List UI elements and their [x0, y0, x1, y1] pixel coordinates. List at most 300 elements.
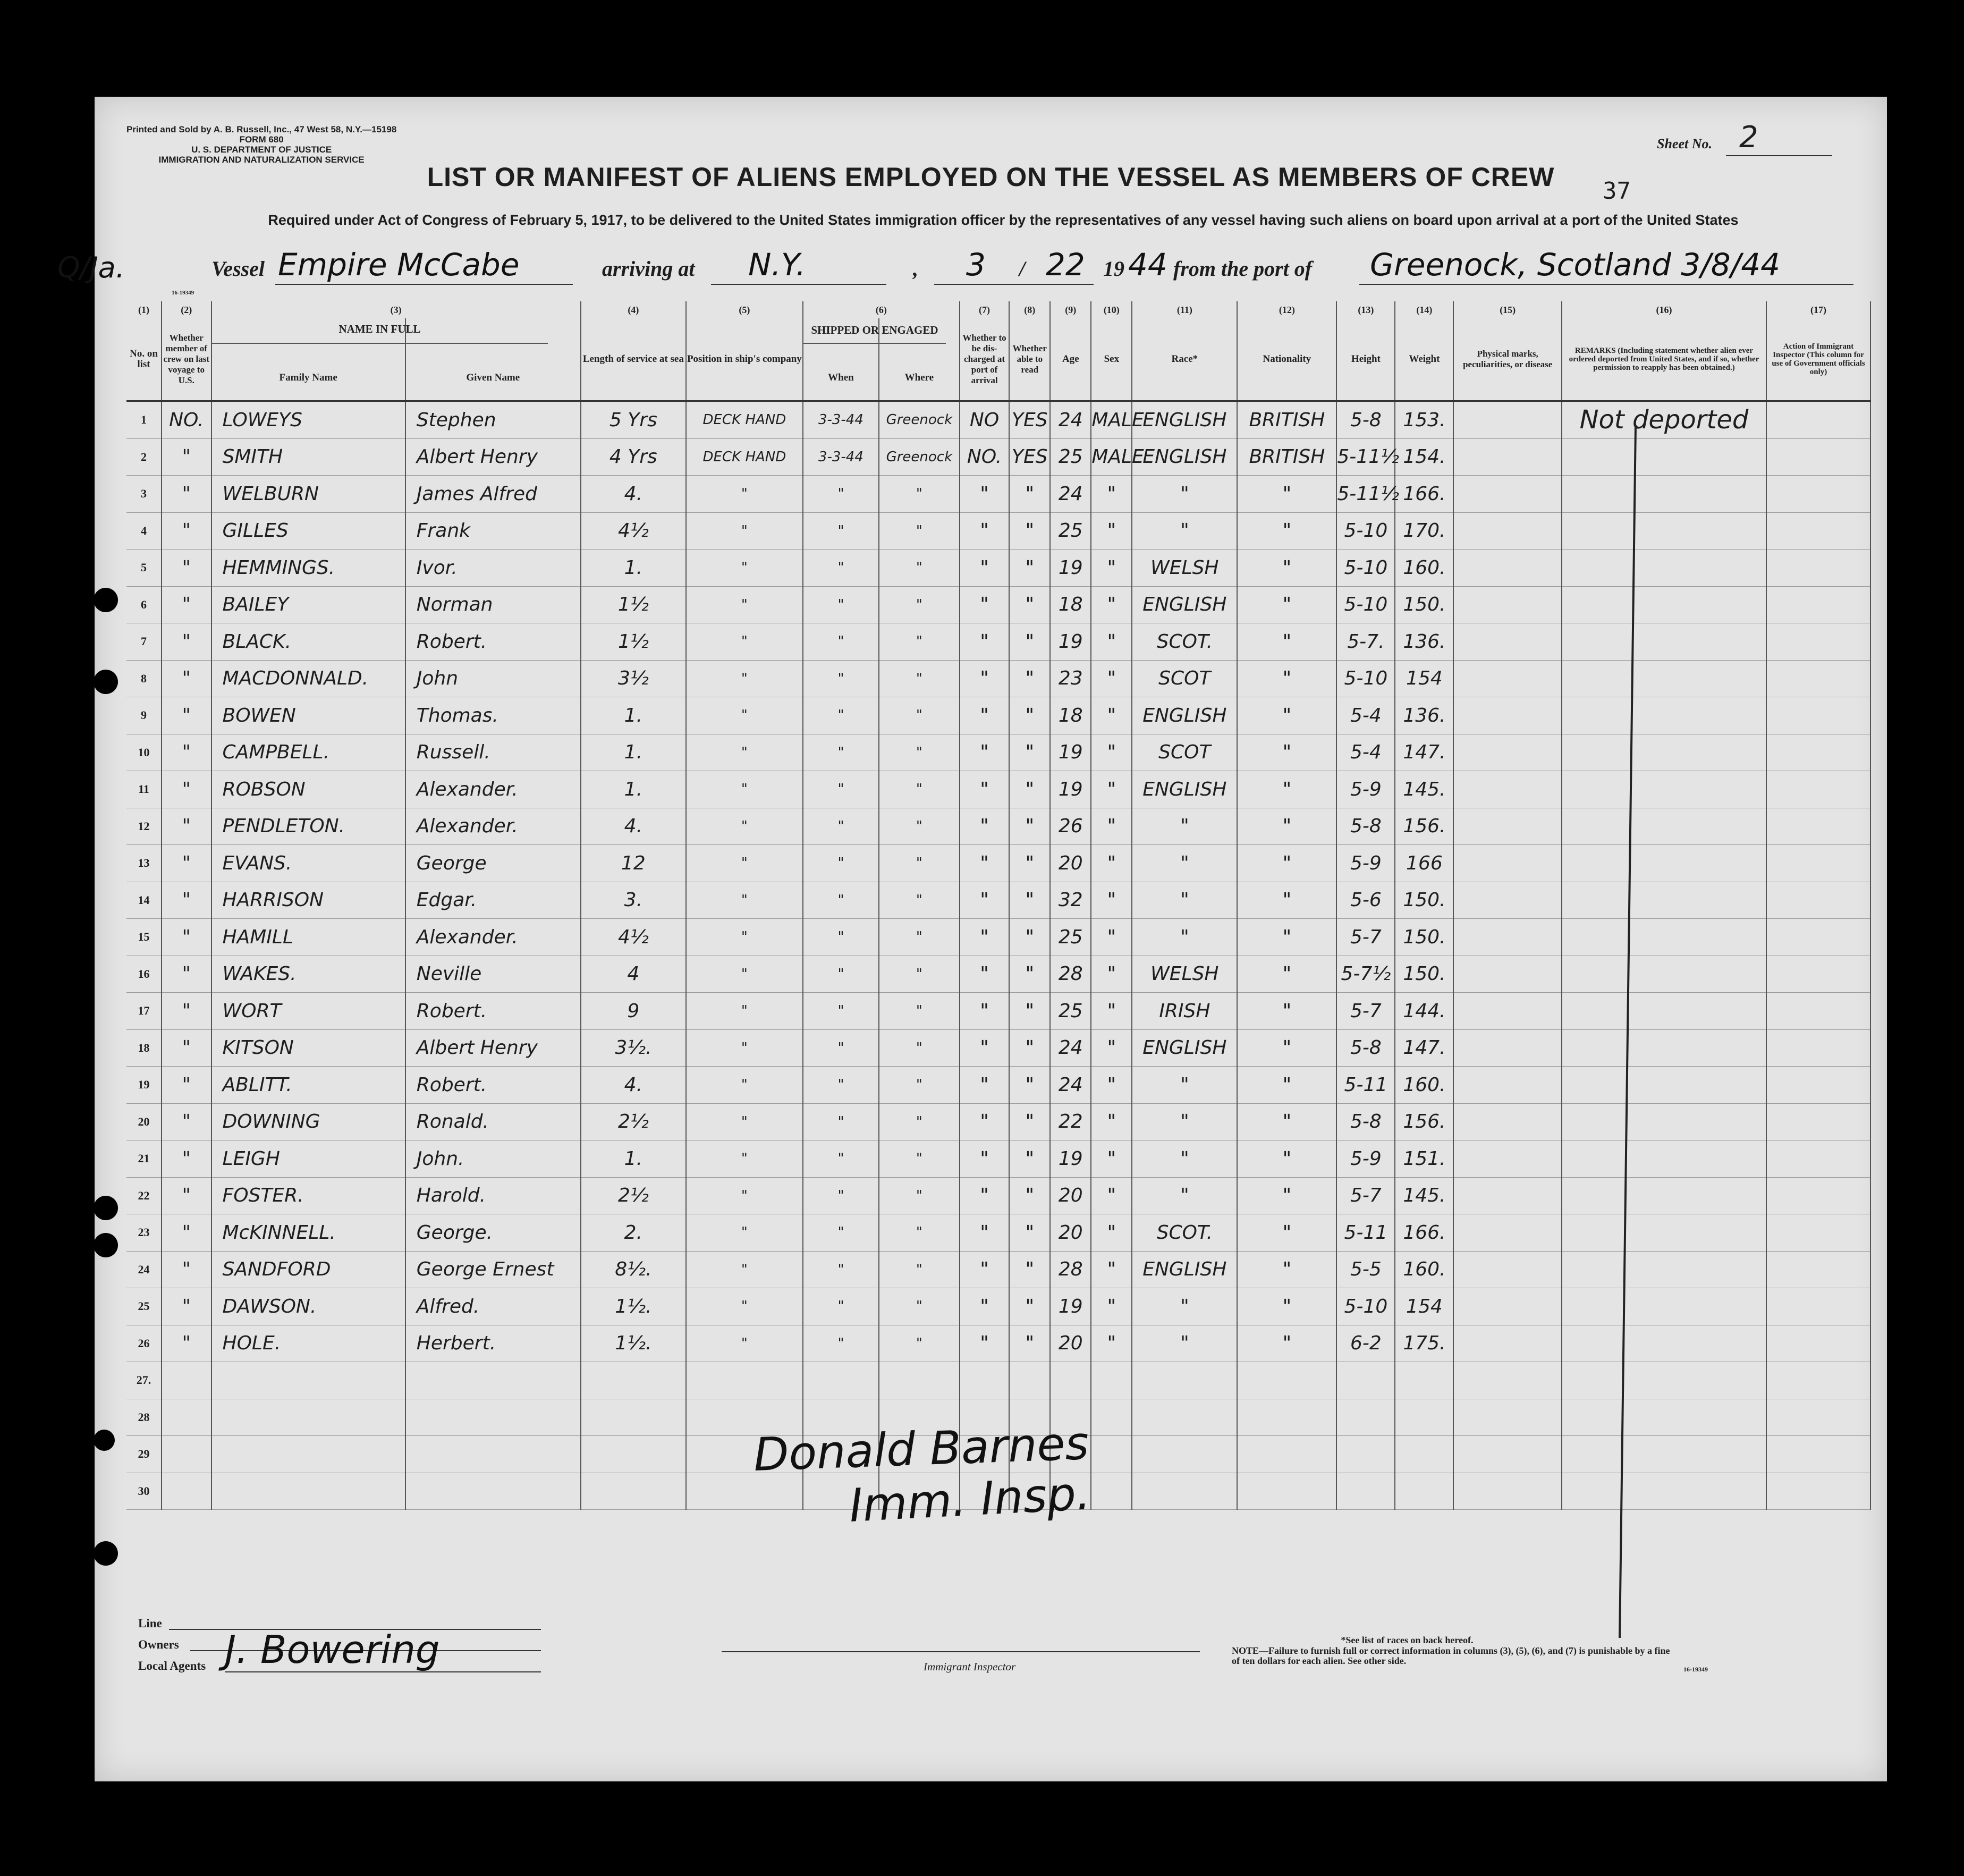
nationality-cell: ": [1237, 919, 1336, 956]
service-length-cell: 5 Yrs: [581, 401, 686, 439]
shipped-when-cell: ": [803, 1029, 879, 1067]
fine-note: NOTE—Failure to furnish full or correct information in columns (3), (5), (6), and (7) is punishable by a fine of ten dollars for each alien. See other side.: [1232, 1645, 1670, 1666]
discharged-cell: NO: [960, 401, 1010, 439]
row-number-cell: 17: [126, 993, 162, 1030]
family-name-cell: HARRISON: [211, 882, 405, 919]
sex-cell: ": [1091, 623, 1132, 661]
age-cell: 20: [1050, 1177, 1091, 1214]
position-cell: ": [686, 550, 803, 587]
col-header-race: Race*: [1132, 318, 1237, 401]
vessel-label: Vessel: [211, 257, 265, 281]
shipped-when-cell: ": [803, 1067, 879, 1104]
height-cell: 5-7½: [1336, 956, 1395, 993]
shipped-where-cell: ": [879, 1177, 960, 1214]
age-cell: [1050, 1362, 1091, 1399]
service-length-cell: 4½: [581, 919, 686, 956]
last-voyage-cell: ": [162, 1251, 211, 1288]
family-name-cell: MACDONNALD.: [211, 660, 405, 697]
sex-cell: ": [1091, 771, 1132, 808]
given-name-cell: Alfred.: [405, 1288, 581, 1325]
given-name-cell: James Alfred: [405, 476, 581, 513]
position-cell: ": [686, 956, 803, 993]
race-cell: SCOT.: [1132, 1214, 1237, 1252]
shipped-where-cell: ": [879, 586, 960, 623]
shipped-where-cell: ": [879, 882, 960, 919]
row-number-cell: 8: [126, 660, 162, 697]
inspector-action-cell: [1766, 956, 1870, 993]
nationality-cell: ": [1237, 771, 1336, 808]
shipped-when-cell: ": [803, 956, 879, 993]
given-name-cell: [405, 1473, 581, 1510]
punch-hole: [94, 1541, 118, 1566]
family-name-cell: WAKES.: [211, 956, 405, 993]
col-header-position: Position in ship's company: [686, 318, 803, 401]
able-to-read-cell: ": [1009, 1067, 1050, 1104]
weight-cell: 151.: [1395, 1140, 1453, 1178]
position-cell: ": [686, 1140, 803, 1178]
nationality-cell: ": [1237, 1029, 1336, 1067]
row-number-cell: 23: [126, 1214, 162, 1252]
shipped-where-cell: ": [879, 919, 960, 956]
row-number-cell: 19: [126, 1067, 162, 1104]
row-number-cell: 11: [126, 771, 162, 808]
column-number-row: [126, 301, 1870, 318]
punch-hole: [94, 588, 118, 612]
position-cell: ": [686, 512, 803, 550]
service-length-cell: 12: [581, 845, 686, 882]
race-cell: ENGLISH: [1132, 1029, 1237, 1067]
shipped-when-cell: ": [803, 660, 879, 697]
family-name-cell: GILLES: [211, 512, 405, 550]
shipped-where-cell: ": [879, 550, 960, 587]
col-header-last-voyage: Whether member of crew on last voyage to U.S.: [162, 318, 211, 401]
shipped-when-cell: [803, 1362, 879, 1399]
service-length-cell: 3½: [581, 660, 686, 697]
weight-cell: 175.: [1395, 1325, 1453, 1362]
discharged-cell: NO.: [960, 438, 1010, 476]
family-name-cell: [211, 1362, 405, 1399]
position-cell: ": [686, 623, 803, 661]
given-name-cell: Frank: [405, 512, 581, 550]
service-length-cell: 1.: [581, 550, 686, 587]
row-number-cell: 21: [126, 1140, 162, 1178]
discharged-cell: ": [960, 845, 1010, 882]
nationality-cell: ": [1237, 956, 1336, 993]
col-header-action: Action of Immigrant Inspector (This column for use of Government officials only): [1766, 318, 1870, 401]
height-cell: 5-10: [1336, 1288, 1395, 1325]
able-to-read-cell: ": [1009, 697, 1050, 734]
discharged-cell: ": [960, 882, 1010, 919]
height-cell: 5-8: [1336, 401, 1395, 439]
able-to-read-cell: ": [1009, 882, 1050, 919]
position-cell: ": [686, 660, 803, 697]
given-name-cell: Stephen: [405, 401, 581, 439]
row-number-cell: 20: [126, 1103, 162, 1140]
height-cell: 5-10: [1336, 586, 1395, 623]
sex-cell: ": [1091, 1325, 1132, 1362]
weight-cell: [1395, 1473, 1453, 1510]
given-name-cell: Alexander.: [405, 771, 581, 808]
last-voyage-cell: [162, 1436, 211, 1473]
weight-cell: 160.: [1395, 1251, 1453, 1288]
height-cell: 5-11: [1336, 1067, 1395, 1104]
age-cell: 19: [1050, 623, 1091, 661]
nationality-cell: [1237, 1473, 1336, 1510]
family-name-cell: KITSON: [211, 1029, 405, 1067]
row-number-cell: 6: [126, 586, 162, 623]
col-num: (16): [1562, 301, 1766, 318]
sex-cell: [1091, 1473, 1132, 1510]
age-cell: 19: [1050, 1288, 1091, 1325]
last-voyage-cell: ": [162, 1288, 211, 1325]
row-number-cell: 14: [126, 882, 162, 919]
height-cell: 5-8: [1336, 1029, 1395, 1067]
col-num: (9): [1050, 301, 1091, 318]
shipped-when-cell: ": [803, 734, 879, 771]
family-name-cell: PENDLETON.: [211, 808, 405, 845]
shipped-when-cell: ": [803, 586, 879, 623]
shipped-where-cell: ": [879, 993, 960, 1030]
row-number-cell: 5: [126, 550, 162, 587]
given-name-cell: Albert Henry: [405, 438, 581, 476]
service-length-cell: 3½.: [581, 1029, 686, 1067]
row-number-cell: 7: [126, 623, 162, 661]
race-cell: SCOT.: [1132, 623, 1237, 661]
sex-cell: ": [1091, 1214, 1132, 1252]
col-num: (8): [1009, 301, 1050, 318]
printer-imprint: [126, 124, 396, 165]
weight-cell: 136.: [1395, 697, 1453, 734]
family-name-cell: WELBURN: [211, 476, 405, 513]
able-to-read-cell: ": [1009, 550, 1050, 587]
weight-cell: 145.: [1395, 1177, 1453, 1214]
owners-label: Owners: [138, 1638, 179, 1651]
weight-cell: 154.: [1395, 438, 1453, 476]
discharged-cell: ": [960, 956, 1010, 993]
discharged-cell: ": [960, 1029, 1010, 1067]
weight-cell: 154: [1395, 660, 1453, 697]
sex-cell: ": [1091, 808, 1132, 845]
inspector-action-cell: [1766, 1288, 1870, 1325]
weight-cell: 160.: [1395, 1067, 1453, 1104]
discharged-cell: ": [960, 1177, 1010, 1214]
able-to-read-cell: YES: [1009, 401, 1050, 439]
shipped-when-cell: 3-3-44: [803, 401, 879, 439]
height-cell: 5-10: [1336, 512, 1395, 550]
service-length-cell: 8½.: [581, 1251, 686, 1288]
row-number-cell: 25: [126, 1288, 162, 1325]
able-to-read-cell: ": [1009, 1177, 1050, 1214]
position-cell: ": [686, 882, 803, 919]
nationality-cell: ": [1237, 1067, 1336, 1104]
vessel-name: Empire McCabe: [278, 247, 520, 283]
weight-cell: 147.: [1395, 1029, 1453, 1067]
last-voyage-cell: ": [162, 660, 211, 697]
punch-hole: [94, 670, 118, 694]
given-name-cell: Edgar.: [405, 882, 581, 919]
discharged-cell: ": [960, 1251, 1010, 1288]
last-voyage-cell: ": [162, 697, 211, 734]
sex-cell: ": [1091, 1288, 1132, 1325]
service-length-cell: 4.: [581, 1067, 686, 1104]
race-cell: ": [1132, 512, 1237, 550]
race-cell: ": [1132, 808, 1237, 845]
sex-cell: ": [1091, 550, 1132, 587]
weight-cell: 166.: [1395, 476, 1453, 513]
age-cell: 24: [1050, 476, 1091, 513]
last-voyage-cell: ": [162, 1140, 211, 1178]
race-cell: ENGLISH: [1132, 697, 1237, 734]
race-cell: [1132, 1399, 1237, 1436]
race-cell: IRISH: [1132, 993, 1237, 1030]
nationality-cell: ": [1237, 845, 1336, 882]
service-length-cell: 2½: [581, 1177, 686, 1214]
able-to-read-cell: ": [1009, 956, 1050, 993]
height-cell: 5-8: [1336, 1103, 1395, 1140]
family-name-cell: BAILEY: [211, 586, 405, 623]
shipped-where-cell: Greenock: [879, 401, 960, 439]
given-name-cell: John.: [405, 1140, 581, 1178]
col-num: (5): [686, 301, 803, 318]
shipped-where-cell: ": [879, 1214, 960, 1252]
race-cell: ENGLISH: [1132, 438, 1237, 476]
shipped-when-cell: ": [803, 771, 879, 808]
shipped-when-cell: ": [803, 1288, 879, 1325]
agent-signature: J. Bowering: [225, 1627, 440, 1672]
shipped-where-cell: ": [879, 1029, 960, 1067]
row-number-cell: 10: [126, 734, 162, 771]
sex-cell: ": [1091, 586, 1132, 623]
position-cell: ": [686, 1214, 803, 1252]
discharged-cell: ": [960, 697, 1010, 734]
race-cell: SCOT: [1132, 660, 1237, 697]
sex-cell: [1091, 1362, 1132, 1399]
inspector-action-cell: [1766, 401, 1870, 439]
nationality-cell: ": [1237, 476, 1336, 513]
nationality-cell: BRITISH: [1237, 438, 1336, 476]
inspector-action-cell: [1766, 771, 1870, 808]
col-header-family-name: Family Name: [279, 372, 337, 383]
inspector-action-cell: [1766, 1067, 1870, 1104]
height-cell: 5-7: [1336, 1177, 1395, 1214]
nationality-cell: BRITISH: [1237, 401, 1336, 439]
nationality-cell: ": [1237, 1325, 1336, 1362]
given-name-cell: George: [405, 845, 581, 882]
last-voyage-cell: ": [162, 919, 211, 956]
service-length-cell: [581, 1473, 686, 1510]
last-voyage-cell: [162, 1399, 211, 1436]
manifest-sheet: Printed and Sold by A. B. Russell, Inc., 47 West 58, N.Y.—15198 FORM 680 U. S. DEPARTMENT OF JUSTICE IMMIGRATION AND NATURALIZATION SERVICE Sheet No. 2 LIST OR MANIFEST OF ALIENS EMPLOYED ON THE VESSEL AS MEMBERS OF CREW 37 Required under Act of Congress of February 5, 1917, to be delivered to the United States immigration officer by the representatives of any vessel having such aliens on board upon arrival at a port of the United States Q/Ja. Vessel Empire McCabe arriving at N.Y. , 3 / 22 19 44 from the port of Greenock, Scotland 3/8/44 16-19349 (1) (2) (3) (4) (5) (6) (7) (8) (9) (10) (11) (12) (13) (14) (15) (16) (17) No. on list Whether member of crew on last voyage to U.S. NAME IN FULL Family Name Given Name Length of service at sea Position in ship's company SHIPPED OR ENGAGED When Where Whether to be dis-charged at port of arrival Whether able to read Age Sex Race* Nationality Height Weight Physical marks, peculiarities, or disease REMARKS (Including statement whether alien ever ordered deported from United States, and if so, whether permission to reapply has been obtained.) Action of Immigrant Inspector (This column for use of Government officials only) 1 NO. LOWEYS Stephen 5 Yrs DECK HAND 3-3-44 Greenock NO YES 24 MALE ENGLISH BRITISH 5-8 153. Not deported 2 " SMITH Albert Henry 4 Yrs DECK HAND 3-3-44 Greenock NO. YES 25 MALE ENGLISH BRITISH 5-11½ 154. 3 " WELBURN James Alfred 4. " " " " " 24 " " " 5-11½ 166. 4 " GILLES Frank 4½ " " " " " 25 " " " 5-10 170. 5 " HEMMINGS. Ivor. 1. " " " " " 19 " WELSH " 5-10 160. 6 " BAILEY Norman 1½ " " " " " 18 " ENGLISH " 5-10 150. 7 " BLACK. Robert. 1½ " " " " " 19 " SCOT. " 5-7. 136. 8 " MACDONNALD. John 3½ " " " " " 23 " SCOT " 5-10 154 9 " BOWEN Thomas. 1. " " " " " 18 " ENGLISH " 5-4 136. 10 " CAMPBELL. Russell. 1. " " " " " 19 " SCOT " 5-4 147. 11 " ROBSON Alexander. 1. " " " " " 19 " ENGLISH " 5-9 145. 12 " PENDLETON. Alexander. 4. " " " " " 26 " " " 5-8 156. 13 " EVANS. George 12 " " " " " 20 " " " 5-9 166 14 " HARRISON Edgar. 3. " " " " " 32 " " " 5-6 150. 15 " HAMILL Alexander. 4½ " " " " " 25 " " " 5-7 150. 16 " WAKES. Neville 4 " " " " " 28 " WELSH " 5-7½ 150. 17 " WORT Robert. 9 " " " " " 25 " IRISH " 5-7 144. 18 " KITSON Albert Henry 3½. " " " " " 24 " ENGLISH " 5-8 147. 19 " ABLITT. Robert. 4. " " " " " 24 " " " 5-11 160. 20 " DOWNING Ronald. 2½ " " " " " 22 " " " 5-8 156. 21 " LEIGH John. 1. " " " " " 19 " " " 5-9 151. 22 " FOSTER. Harold. 2½ " " " " " 20 " " " 5-7 145. 23 " McKINNELL. George. 2. " " " " " 20 " SCOT. " 5-11 166. 24 " SANDFORD George Ernest 8½. " " " " " 28 " ENGLISH " 5-5 160. 25 " DAWSON. Alfred. 1½. " " " " " 19 " " " 5-10 154 26 " HOLE. Herbert. 1½. " " " " " 20 " " " 6-2 175. 27. 28 29 30 Donald Barnes Imm. Insp. Line Owners Local Agents J. Bowering Immigrant Inspector *See list of races on back hereof. NOTE—Failure to furnish full or correct information in columns (3), (5), (6), and (7) is punishable by a fine of ten dollars for each alien. See other side. 16-19349: [95, 97, 1887, 1781]
sex-cell: ": [1091, 993, 1132, 1030]
col-num: (13): [1336, 301, 1395, 318]
height-cell: 5-4: [1336, 734, 1395, 771]
nationality-cell: ": [1237, 1251, 1336, 1288]
able-to-read-cell: ": [1009, 660, 1050, 697]
able-to-read-cell: ": [1009, 1140, 1050, 1178]
discharged-cell: ": [960, 1214, 1010, 1252]
sheet-number-value: 2: [1739, 120, 1758, 155]
row-number-cell: 28: [126, 1399, 162, 1436]
able-to-read-cell: [1009, 1362, 1050, 1399]
sex-cell: ": [1091, 956, 1132, 993]
punch-hole: [94, 1233, 118, 1257]
discharged-cell: ": [960, 734, 1010, 771]
position-cell: ": [686, 476, 803, 513]
shipped-where-cell: ": [879, 1251, 960, 1288]
service-length-cell: 4.: [581, 808, 686, 845]
discharged-cell: ": [960, 1325, 1010, 1362]
sex-cell: ": [1091, 1029, 1132, 1067]
family-name-cell: FOSTER.: [211, 1177, 405, 1214]
age-cell: 19: [1050, 550, 1091, 587]
shipped-when-cell: ": [803, 697, 879, 734]
able-to-read-cell: ": [1009, 1029, 1050, 1067]
age-cell: 22: [1050, 1103, 1091, 1140]
weight-cell: 166.: [1395, 1214, 1453, 1252]
position-cell: ": [686, 734, 803, 771]
shipped-where-cell: ": [879, 512, 960, 550]
able-to-read-cell: ": [1009, 586, 1050, 623]
last-voyage-cell: ": [162, 734, 211, 771]
shipped-when-cell: ": [803, 1103, 879, 1140]
col-header-sex: Sex: [1091, 318, 1132, 401]
age-cell: 19: [1050, 734, 1091, 771]
weight-cell: 160.: [1395, 550, 1453, 587]
age-cell: 25: [1050, 919, 1091, 956]
shipped-where-cell: ": [879, 1140, 960, 1178]
shipped-where-cell: Greenock: [879, 438, 960, 476]
col-header-discharged: Whether to be dis-charged at port of arrival: [960, 318, 1010, 401]
race-cell: ": [1132, 1103, 1237, 1140]
last-voyage-cell: ": [162, 438, 211, 476]
race-cell: ENGLISH: [1132, 1251, 1237, 1288]
race-cell: [1132, 1473, 1237, 1510]
last-voyage-cell: ": [162, 623, 211, 661]
able-to-read-cell: ": [1009, 993, 1050, 1030]
nationality-cell: [1237, 1362, 1336, 1399]
service-length-cell: 4.: [581, 476, 686, 513]
row-number-cell: 26: [126, 1325, 162, 1362]
nationality-cell: ": [1237, 512, 1336, 550]
able-to-read-cell: ": [1009, 808, 1050, 845]
given-name-cell: John: [405, 660, 581, 697]
col-header-given-name: Given Name: [466, 372, 520, 383]
col-header-service: Length of service at sea: [581, 318, 686, 401]
service-length-cell: 2½: [581, 1103, 686, 1140]
column-header-row: [126, 318, 1870, 401]
col-num: (11): [1132, 301, 1237, 318]
service-length-cell: 4 Yrs: [581, 438, 686, 476]
given-name-cell: Herbert.: [405, 1325, 581, 1362]
position-cell: ": [686, 1103, 803, 1140]
service-length-cell: 1.: [581, 771, 686, 808]
nationality-cell: ": [1237, 550, 1336, 587]
row-number-cell: 30: [126, 1473, 162, 1510]
row-number-cell: 2: [126, 438, 162, 476]
col-header-physical: Physical marks, peculiarities, or disease: [1453, 318, 1562, 401]
discharged-cell: ": [960, 476, 1010, 513]
weight-cell: 154: [1395, 1288, 1453, 1325]
weight-cell: 144.: [1395, 993, 1453, 1030]
col-num: (10): [1091, 301, 1132, 318]
inspector-action-cell: [1766, 623, 1870, 661]
shipped-where-cell: ": [879, 660, 960, 697]
last-voyage-cell: ": [162, 512, 211, 550]
family-name-cell: HAMILL: [211, 919, 405, 956]
last-voyage-cell: ": [162, 956, 211, 993]
last-voyage-cell: ": [162, 550, 211, 587]
service-length-cell: 4½: [581, 512, 686, 550]
given-name-cell: Robert.: [405, 993, 581, 1030]
sheet-number-label: Sheet No.: [1657, 136, 1712, 151]
shipped-where-cell: ": [879, 623, 960, 661]
inspector-action-cell: [1766, 1399, 1870, 1436]
service-length-cell: 4: [581, 956, 686, 993]
age-cell: 19: [1050, 1140, 1091, 1178]
shipped-where-cell: ": [879, 771, 960, 808]
able-to-read-cell: ": [1009, 1251, 1050, 1288]
family-name-cell: EVANS.: [211, 845, 405, 882]
family-name-cell: ROBSON: [211, 771, 405, 808]
discharged-cell: ": [960, 512, 1010, 550]
family-name-cell: ABLITT.: [211, 1067, 405, 1104]
inspector-action-cell: [1766, 734, 1870, 771]
row-number-cell: 3: [126, 476, 162, 513]
shipped-when-cell: ": [803, 1325, 879, 1362]
height-cell: 5-11: [1336, 1214, 1395, 1252]
inspector-action-cell: [1766, 1140, 1870, 1178]
height-cell: 5-6: [1336, 882, 1395, 919]
position-cell: ": [686, 697, 803, 734]
shipped-where-cell: ": [879, 1288, 960, 1325]
inspector-action-cell: [1766, 438, 1870, 476]
shipped-where-cell: ": [879, 845, 960, 882]
discharged-cell: ": [960, 586, 1010, 623]
last-voyage-cell: ": [162, 771, 211, 808]
able-to-read-cell: ": [1009, 1103, 1050, 1140]
inspector-title-signature: Imm. Insp.: [848, 1467, 1092, 1533]
inspector-action-cell: [1766, 1362, 1870, 1399]
age-cell: 20: [1050, 1214, 1091, 1252]
race-cell: ENGLISH: [1132, 401, 1237, 439]
service-length-cell: [581, 1399, 686, 1436]
sex-cell: ": [1091, 845, 1132, 882]
race-cell: [1132, 1362, 1237, 1399]
inspector-action-cell: [1766, 1029, 1870, 1067]
height-cell: [1336, 1399, 1395, 1436]
age-cell: 20: [1050, 1325, 1091, 1362]
inspector-action-cell: [1766, 808, 1870, 845]
shipped-where-cell: ": [879, 808, 960, 845]
port-label: from the port of: [1173, 257, 1313, 281]
height-cell: [1336, 1473, 1395, 1510]
able-to-read-cell: ": [1009, 734, 1050, 771]
weight-cell: [1395, 1436, 1453, 1473]
family-name-cell: SMITH: [211, 438, 405, 476]
height-cell: 5-11½: [1336, 438, 1395, 476]
nationality-cell: ": [1237, 623, 1336, 661]
last-voyage-cell: ": [162, 586, 211, 623]
family-name-cell: LEIGH: [211, 1140, 405, 1178]
age-cell: 25: [1050, 993, 1091, 1030]
last-voyage-cell: ": [162, 882, 211, 919]
age-cell: 25: [1050, 438, 1091, 476]
row-number-cell: 13: [126, 845, 162, 882]
nationality-cell: ": [1237, 697, 1336, 734]
race-cell: ": [1132, 919, 1237, 956]
able-to-read-cell: ": [1009, 1288, 1050, 1325]
age-cell: 24: [1050, 401, 1091, 439]
